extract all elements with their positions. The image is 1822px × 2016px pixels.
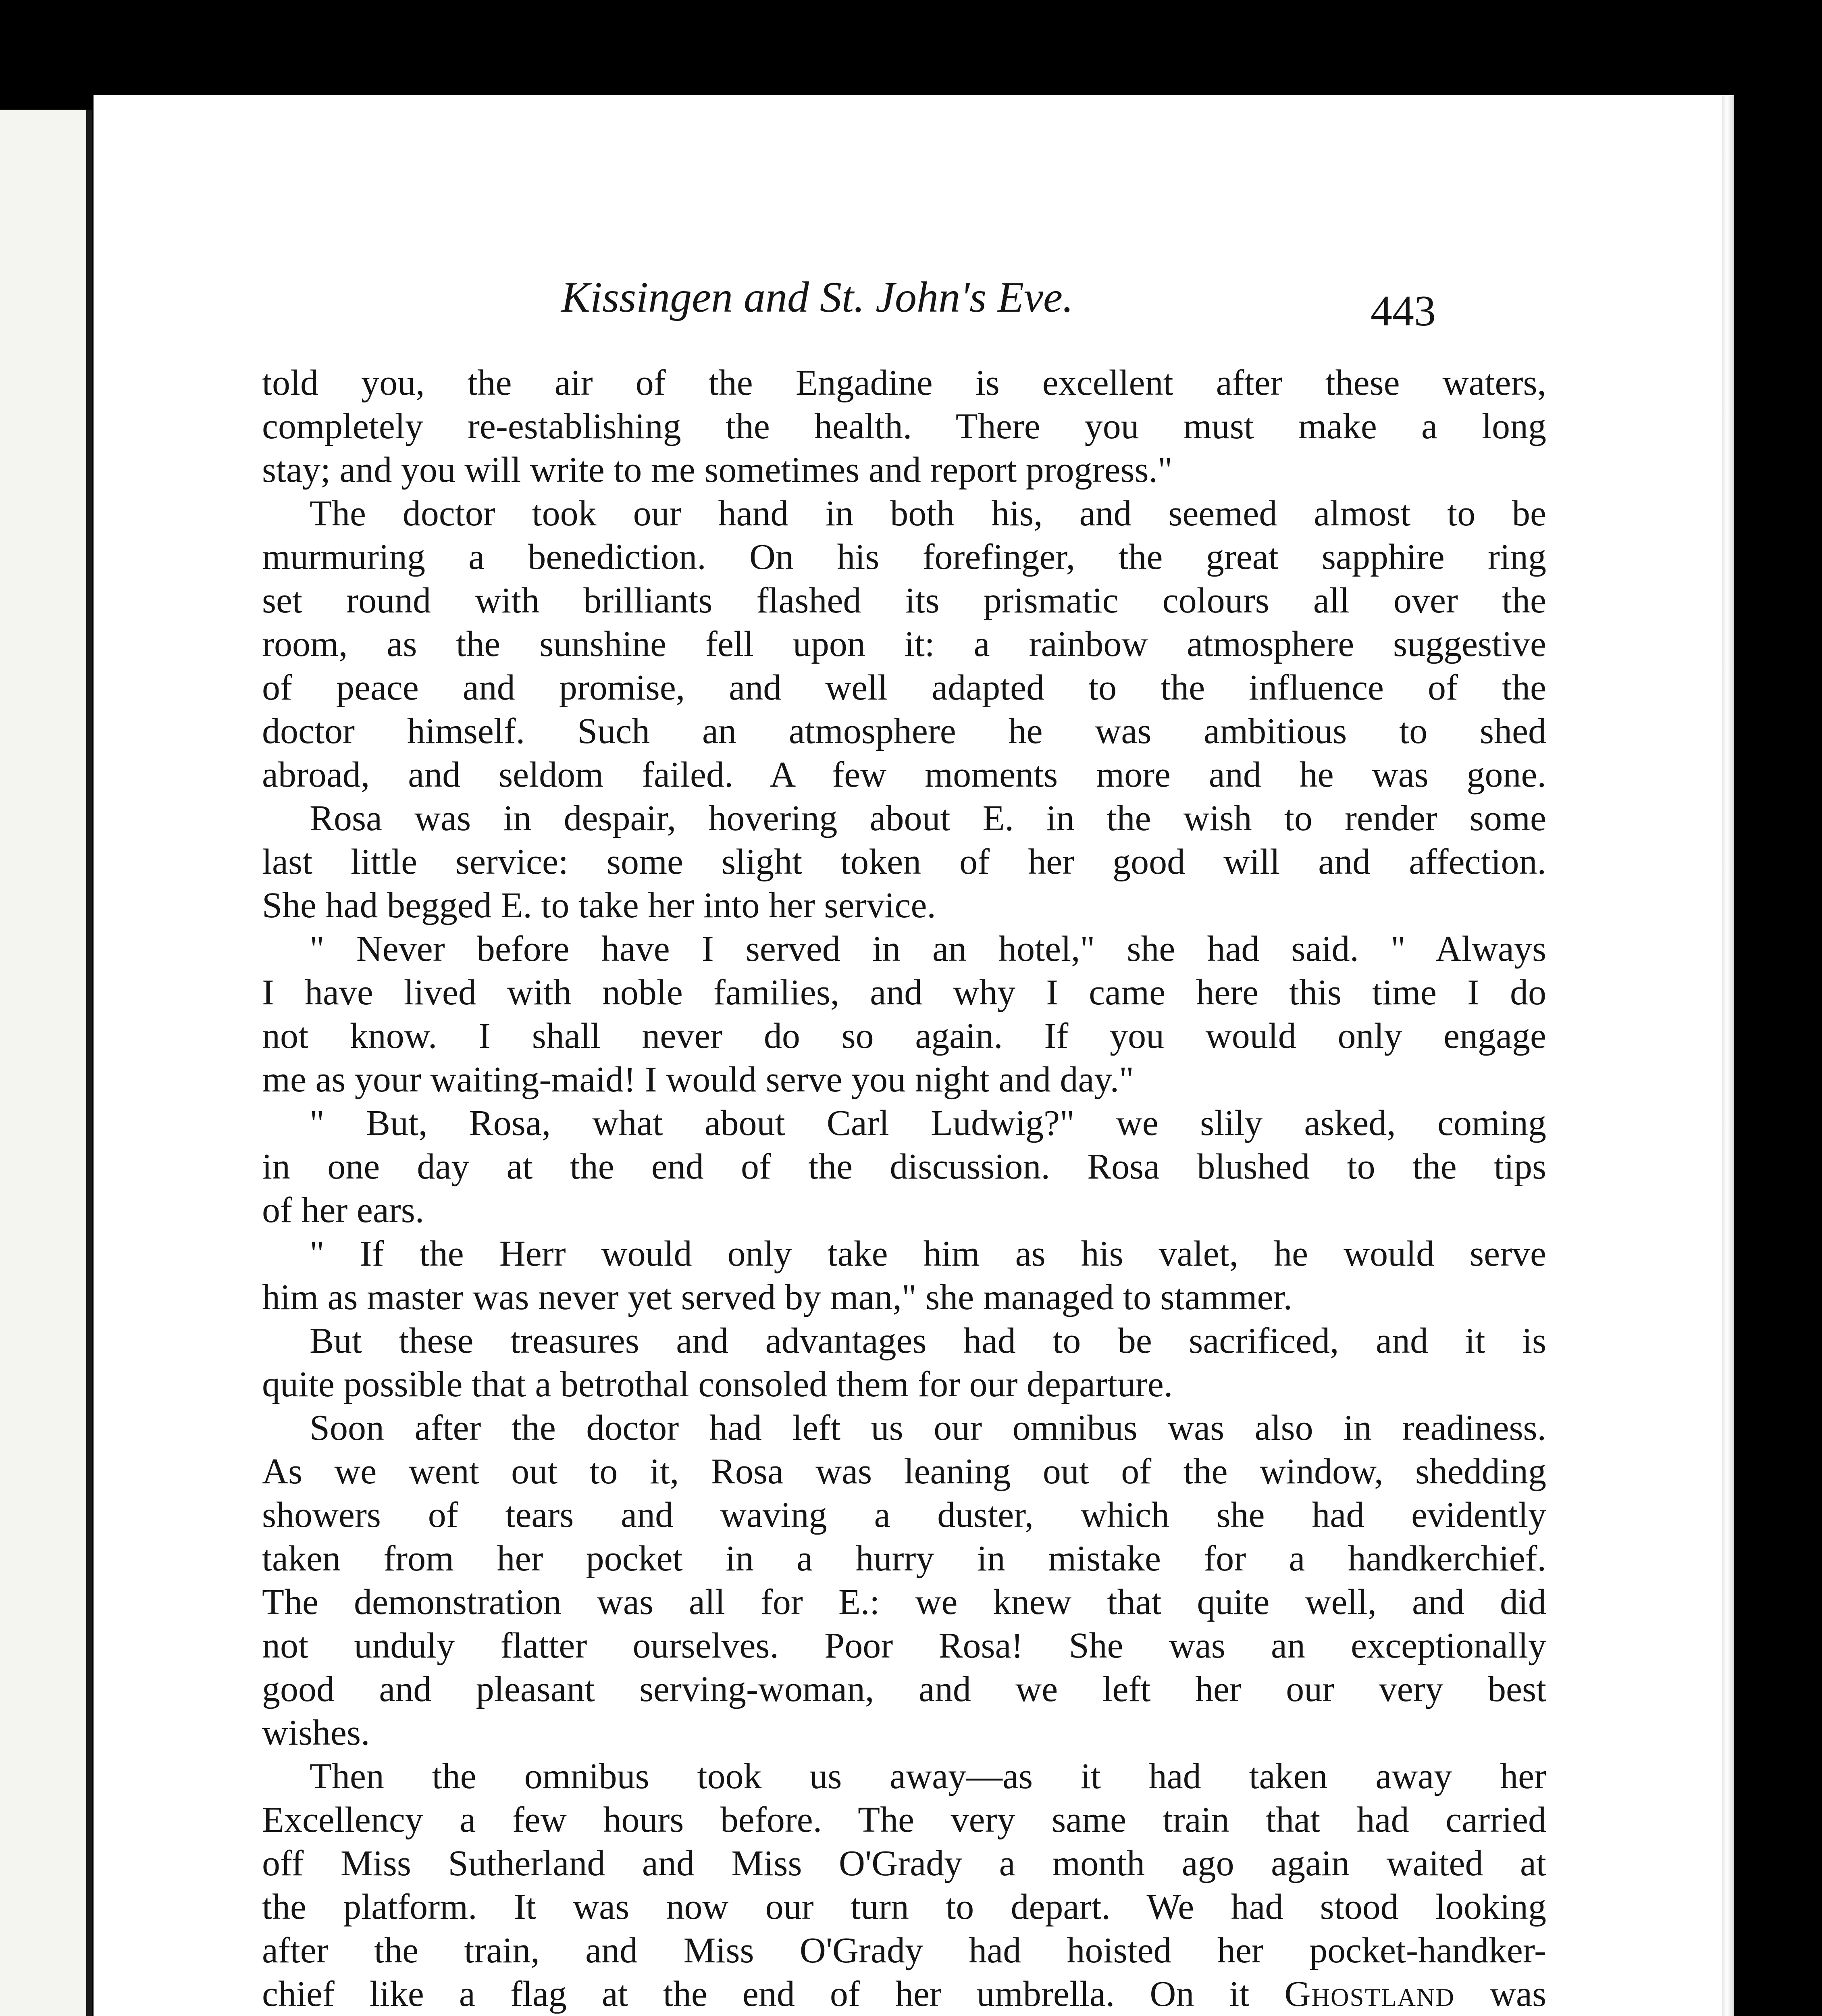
text-line: set round with brilliants flashed its prismatic colours all over the <box>262 581 1546 621</box>
text-line: abroad, and seldom failed. A few moments more and he was gone. <box>262 755 1546 795</box>
text-line: She had begged E. to take her into her service. <box>262 885 936 925</box>
text-line: stay; and you will write to me sometimes and report progress." <box>262 450 1173 490</box>
text-line: in one day at the end of the discussion. Rosa blushed to the tips <box>262 1147 1546 1187</box>
text-line: I have lived with noble families, and why I came here this time I do <box>262 973 1546 1012</box>
text-line: The doctor took our hand in both his, and seemed almost to be <box>310 494 1546 533</box>
text-line: after the train, and Miss O'Grady had hoisted her pocket-handker- <box>262 1931 1546 1970</box>
text-line: Soon after the doctor had left us our omnibus was also in readiness. <box>310 1408 1546 1448</box>
text-line-ghostland <box>262 1972 1546 2016</box>
text-line: good and pleasant serving-woman, and we left her our very best <box>262 1669 1546 1709</box>
text-line: Excellency a few hours before. The very same train that had carried <box>262 1800 1546 1840</box>
text-fragment: was <box>1490 1974 1546 2014</box>
text-line: As we went out to it, Rosa was leaning out of the window, shedding <box>262 1452 1546 1491</box>
text-line: room, as the sunshine fell upon it: a rainbow atmosphere suggestive <box>262 624 1546 664</box>
facing-page-edge <box>0 110 92 2016</box>
text-line: told you, the air of the Engadine is excellent after these waters, <box>262 363 1546 403</box>
text-fragment: chief like a flag at the end of her umbrella. On it <box>262 1974 1250 2014</box>
text-line: not know. I shall never do so again. If you would only engage <box>262 1016 1546 1056</box>
text-line: " If the Herr would only take him as his valet, he would serve <box>310 1234 1546 1274</box>
text-line: quite possible that a betrothal consoled them for our departure. <box>262 1364 1173 1404</box>
text-line: showers of tears and waving a duster, which she had evidently <box>262 1495 1546 1535</box>
page-fore-edge <box>1722 95 1734 2016</box>
text-line: him as master was never yet served by man," she managed to stammer. <box>262 1277 1292 1317</box>
text-line: last little service: some slight token of her good will and affection. <box>262 842 1546 882</box>
text-line: off Miss Sutherland and Miss O'Grady a month ago again waited at <box>262 1843 1546 1883</box>
text-line: me as your waiting-maid! I would serve you night and day." <box>262 1060 1134 1100</box>
running-head: Kissingen and St. John's Eve. <box>561 273 1073 321</box>
text-line: not unduly flatter ourselves. Poor Rosa! She was an exceptionally <box>262 1626 1546 1666</box>
text-line: The demonstration was all for E.: we knew that quite well, and did <box>262 1582 1546 1622</box>
page-number: 443 <box>1371 287 1436 335</box>
text-line: doctor himself. Such an atmosphere he was ambitious to shed <box>262 711 1546 751</box>
text-line: Then the omnibus took us away—as it had taken away her <box>310 1756 1546 1796</box>
text-line: of her ears. <box>262 1190 424 1230</box>
text-line: taken from her pocket in a hurry in mistake for a handkerchief. <box>262 1539 1546 1579</box>
book-page <box>94 95 1726 2016</box>
text-line: the platform. It was now our turn to depart. We had stood looking <box>262 1887 1546 1927</box>
text-line: But these treasures and advantages had to be sacrificed, and it is <box>310 1321 1546 1361</box>
text-line: wishes. <box>262 1713 370 1753</box>
ghostland-word: Ghostland <box>1284 1974 1455 2014</box>
text-line: completely re-establishing the health. There you must make a long <box>262 406 1546 446</box>
text-line: of peace and promise, and well adapted to the influence of the <box>262 668 1546 708</box>
text-line: murmuring a benediction. On his forefinger, the great sapphire ring <box>262 537 1546 577</box>
body-text <box>262 361 1546 2016</box>
text-line: Rosa was in despair, hovering about E. in the wish to render some <box>310 798 1546 838</box>
text-line: " Never before have I served in an hotel," she had said. " Always <box>310 929 1546 969</box>
text-line: " But, Rosa, what about Carl Ludwig?" we slily asked, coming <box>310 1103 1546 1143</box>
